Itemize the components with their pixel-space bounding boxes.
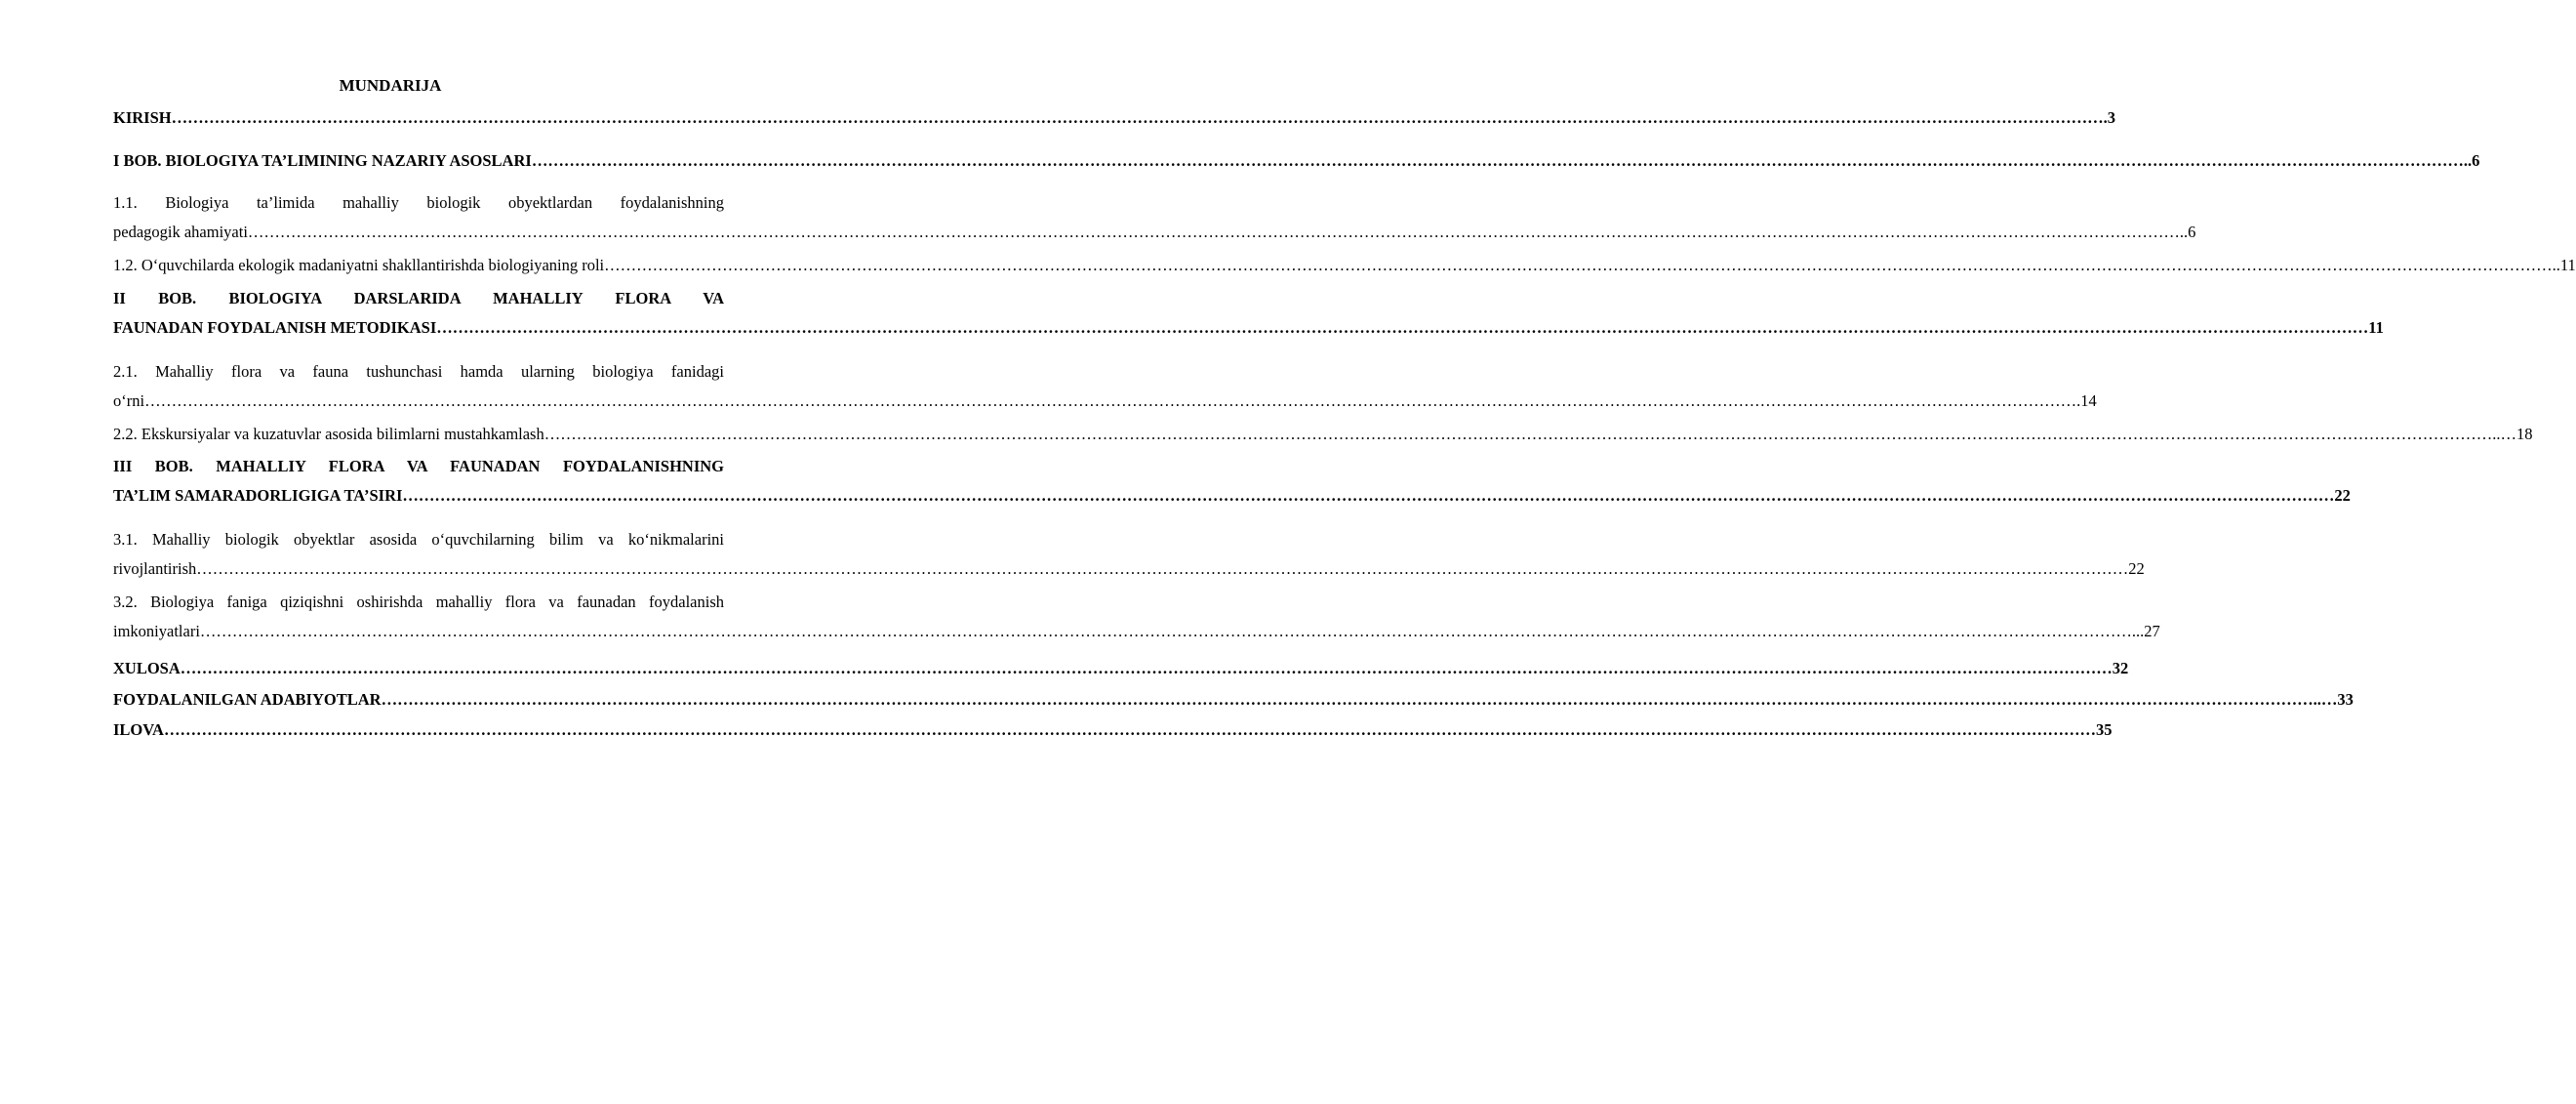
toc-entry-label-line1: 3.1. Mahalliy biologik obyektlar asosida o‘quvchilarning bilim va ko‘nikmalarini <box>113 530 724 549</box>
toc-entry-label: KIRISH <box>113 108 172 127</box>
dot-leader: ……………………………………………………………………………………………………………………………………………………………………………………………………………………………………………………………………………………………………………………………… <box>199 622 2132 640</box>
toc-entry-chapter-2 <box>113 284 2384 343</box>
toc-entry-section-1-2 <box>113 251 2576 280</box>
toc-page-number: 11 <box>2368 318 2384 337</box>
toc-entry-label-line1: III BOB. MAHALLIY FLORA VA FAUNADAN FOYDALANISHNING <box>113 457 724 475</box>
toc-entry-label: 2.2. Ekskursiyalar va kuzatuvlar asosida bilimlarni mustahkamlash <box>113 425 544 443</box>
dot-leader: ……………………………………………………………………………………………………………………………………………………………………………………………………………………………………………………………………………………………………………………………… <box>196 559 2129 578</box>
toc-entry-label: TA’LIM SAMARADORLIGIGA TA’SIRI <box>113 486 403 505</box>
toc-entry-ilova <box>113 716 2113 745</box>
toc-page-number: ..…33 <box>2313 690 2354 709</box>
toc-entry-label: FOYDALANILGAN ADABIYOTLAR <box>113 690 382 709</box>
toc-page-number: 22 <box>2128 559 2145 578</box>
toc-page-number: .14 <box>2076 391 2097 410</box>
dot-leader: ……………………………………………………………………………………………………………………………………………………………………………………………………………………………………………………………………………………………………………………………… <box>144 391 2077 410</box>
dot-leader: ……………………………………………………………………………………………………………………………………………………………………………………………………………………………………………………………………………………………………………………………… <box>180 659 2113 677</box>
toc-entry-chapter-3 <box>113 452 2351 511</box>
toc-entry-section-1-1 <box>113 188 2196 247</box>
toc-entry-label-line1: 1.1. Biologiya ta’limida mahalliy biologik obyektlardan foydalanishning <box>113 193 724 212</box>
toc-page-number: 22 <box>2334 486 2351 505</box>
toc-page-number: 35 <box>2095 720 2113 739</box>
toc-title: MUNDARIJA <box>339 76 442 95</box>
toc-page-number: .3 <box>2103 108 2115 127</box>
toc-entry-chapter-1 <box>113 146 2480 176</box>
dot-leader: ……………………………………………………………………………………………………………………………………………………………………………………………………………………………………………………………………………………………………………………………… <box>171 108 2104 127</box>
toc-page-number: …..11 <box>2536 256 2576 274</box>
dot-leader: ……………………………………………………………………………………………………………………………………………………………………………………………………………………………………………………………………………………………………………………………… <box>163 720 2096 739</box>
toc-page-number: 32 <box>2112 659 2129 677</box>
toc-page-number: ...27 <box>2131 622 2160 640</box>
toc-entry-section-2-2 <box>113 420 2533 449</box>
toc-entry-label-line1: 2.1. Mahalliy flora va fauna tushunchasi hamda ularning biologiya fanidagi <box>113 362 724 381</box>
toc-entry-xulosa <box>113 654 2129 683</box>
toc-entry-label: ILOVA <box>113 720 164 739</box>
toc-entry-label: imkoniyatlari <box>113 622 200 640</box>
dot-leader: ……………………………………………………………………………………………………………………………………………………………………………………………………………………………………………………………………………………………………………………………… <box>247 223 2180 241</box>
toc-entry-kirish <box>113 103 2115 133</box>
toc-entry-label-line1: II BOB. BIOLOGIYA DARSLARIDA MAHALLIY FLORA VA <box>113 289 724 307</box>
dot-leader: ……………………………………………………………………………………………………………………………………………………………………………………………………………………………………………………………………………………………………………………………… <box>543 425 2476 443</box>
toc-entry-section-2-1 <box>113 357 2097 416</box>
dot-leader: ……………………………………………………………………………………………………………………………………………………………………………………………………………………………………………………………………………………………………………………………… <box>604 256 2537 274</box>
dot-leader: ……………………………………………………………………………………………………………………………………………………………………………………………………………………………………………………………………………………………………………………………… <box>381 690 2314 709</box>
toc-entry-label: 1.2. O‘quvchilarda ekologik madaniyatni shakllantirishda biologiyaning roli <box>113 256 605 274</box>
toc-entry-section-3-1 <box>113 525 2145 584</box>
toc-entry-label: pedagogik ahamiyati <box>113 223 248 241</box>
toc-page-number: …..…18 <box>2475 425 2533 443</box>
dot-leader: ……………………………………………………………………………………………………………………………………………………………………………………………………………………………………………………………………………………………………………………………… <box>436 318 2369 337</box>
toc-page-number: ..6 <box>2463 151 2480 170</box>
toc-entry-section-3-2 <box>113 588 2160 646</box>
toc-entry-label: XULOSA <box>113 659 181 677</box>
dot-leader: ……………………………………………………………………………………………………………………………………………………………………………………………………………………………………………………………………………………………………………………………… <box>402 486 2335 505</box>
toc-entry-label: o‘rni <box>113 391 145 410</box>
toc-entry-label: FAUNADAN FOYDALANISH METODIKASI <box>113 318 437 337</box>
toc-entry-references <box>113 685 2354 715</box>
toc-entry-label: rivojlantirish <box>113 559 197 578</box>
toc-page-number: ..6 <box>2179 223 2196 241</box>
toc-entry-label-line1: 3.2. Biologiya faniga qiziqishni oshirishda mahalliy flora va faunadan foydalanish <box>113 593 724 611</box>
toc-entry-label: I BOB. BIOLOGIYA TA’LIMINING NAZARIY ASOSLARI <box>113 151 532 170</box>
dot-leader: ……………………………………………………………………………………………………………………………………………………………………………………………………………………………………………………………………………………………………………………………… <box>531 151 2464 170</box>
